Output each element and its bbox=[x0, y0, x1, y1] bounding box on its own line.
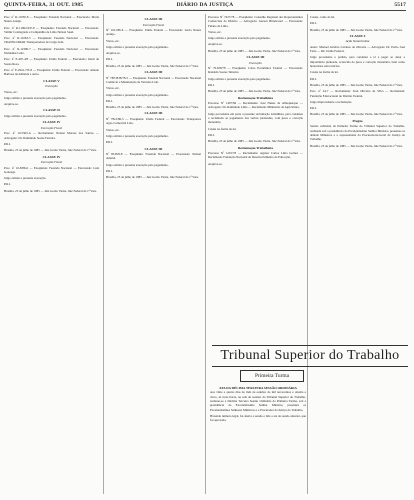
section-heading: CLASSE III bbox=[144, 111, 163, 116]
paragraph: P.R.I. bbox=[106, 98, 113, 103]
ata-paragraph: Aos vinte e quatro dias do mês de outubro de mil novecentos e oitenta e cinco, às treze horas, na sala de sessões do Tribunal Superior do Trabalho, realizou-se a Décima Terceira Sessão Ordinária da Primeira Turma, sob a presidência do Excelentíssimo Senhor Ministro, presentes os Excelentíssimos Senhores Ministros e o Procurador da Justiça do Trabalho. bbox=[210, 390, 306, 412]
paragraph: Nº 70.658/78 — Exeqüente: Caixa Econômica Federal — Executado: Ronaldo Soares Teixeira. bbox=[208, 66, 303, 75]
section-heading: CLASSE II bbox=[43, 108, 60, 113]
paragraph: Proc. nº R-11063-5 — Exeqüente: Fazenda Nacional — Executado: TRANSCOMAR Transportadora de Carga Ltda. bbox=[4, 36, 99, 45]
paragraph: P.R.I. bbox=[310, 106, 317, 111]
paragraph: Nº 7B-2/86-5 — Exeqüente: União Federal — Executado: Transportes Agro-Comercial Ltda. bbox=[106, 117, 201, 126]
paragraph: Nº 1611/86-6 — Exeqüente: União Federal — Executado: Lúcia Neuza Araújo. bbox=[106, 28, 201, 37]
section-subheading: Execução Fiscal bbox=[142, 22, 165, 27]
paragraph: Vistos, etc. bbox=[106, 38, 120, 43]
paragraph: Vistos, etc. bbox=[106, 86, 120, 91]
paragraph: Julgo extinta a presente execução. bbox=[4, 176, 47, 181]
paragraph: P.R.I. bbox=[208, 132, 215, 137]
paragraph: Proc. nº 24-7 — Reclamante: Ivan Oliveira da Silva — Reclamada: Fundação Educacional do Distrito Federal. bbox=[310, 89, 405, 98]
paragraph: P.R.I. bbox=[106, 169, 113, 174]
paragraph: Arquive-se. bbox=[4, 102, 19, 107]
paragraph: Processo Nº 1291/78 — Reclamante: Agenor Carlos Lima Gomes — Reclamada: Fundação Nacional de Desenvolvimento da Educação. bbox=[208, 151, 303, 160]
paragraph: Proc. nº R-12300-7 — Exeqüente: Fazenda Nacional — Executado: Waldemar Leite. bbox=[4, 46, 99, 56]
paragraph: Custas, como de lei. bbox=[310, 15, 336, 19]
paragraph: Brasília, 25 de julho de 1985 — Juiz Gerdo Vieira, Juiz Federal da 1ª Vara. bbox=[310, 112, 403, 117]
paragraph: Brasília, 25 de julho de 1985 — Juiz Gerdo Vieira, Juiz Federal da 1ª Vara. bbox=[310, 143, 403, 148]
paragraph: Proc. nº 10.5563-A — Reclamante: Nelson Moraes dos Santos — Advogado: Dr. Raimundo Souza Ferreira. bbox=[4, 131, 99, 140]
paragraph: Julgo extinta a presente execução pelo pagamento. bbox=[106, 44, 169, 49]
paragraph: Julgo procedente o pedido, para condenar a ré a pagar ao autor a importância pleiteada, acrescida de juros e correção monetária, bem como honorários advocatícios. bbox=[310, 55, 405, 69]
section-heading: CLASSE IV bbox=[42, 154, 61, 159]
paragraph: Processo Nº 1407/84 — Reclamante: José Nunes de Albuquerque — Advogado: Dr. Raimundo Lima — Reclamada: Ministério da Agricultura. bbox=[208, 101, 303, 110]
paragraph: Brasília, 25 de julho de 1985 — Juiz Gerdo Vieira, Juiz Federal da 1ª Vara. bbox=[208, 48, 301, 53]
paragraph: Julgo procedente em parte a presente reclamação trabalhista, para condenar a reclamada ao pagamento das verbas pleiteadas, com juros e correção monetária. bbox=[208, 111, 303, 125]
paragraph: Brasília, 25 de julho de 1985 — Juiz Gerdo Vieira, Juiz Federal da 1ª Vara. bbox=[310, 82, 403, 87]
paragraph: Julgo improcedente a reclamação. bbox=[310, 99, 353, 104]
section-subtitle-box: Primeira Turma bbox=[240, 370, 304, 382]
paragraph: P.R.I. bbox=[208, 82, 215, 87]
section-heading: CLASSE IV bbox=[42, 120, 61, 125]
paragraph: Julgo extinta a presente execução pelo pagamento. bbox=[208, 76, 271, 81]
paragraph: Proc. nº 16-8/86-6 — Exeqüente: Fazenda Nacional — Executado: Luiz Gonzaga. bbox=[4, 165, 99, 174]
paragraph: Proc. nº E-2941-7/E-8 — Exeqüente: União Federal — Executado: Amado Barbosa de Almeida e outro. bbox=[4, 67, 99, 77]
column-divider bbox=[205, 14, 206, 494]
header-publication: DIÁRIO DA JUSTIÇA bbox=[176, 2, 234, 8]
column-divider bbox=[103, 14, 104, 494]
paragraph: Brasília, 25 de julho de 1985 — Juiz Gerdo Vieira, Juiz Federal da 1ª Vara. bbox=[106, 175, 199, 180]
section-subheading: Execução bbox=[45, 84, 58, 89]
paragraph: P.R.I. bbox=[4, 182, 11, 187]
text-column-2 bbox=[106, 15, 201, 182]
paragraph: Brasília, 25 de julho de 1985 — Juiz Gerdo Vieira, Juiz Federal da 1ª Vara. bbox=[106, 105, 199, 110]
paragraph: Julgo extinta a presente execução pelo pagamento. bbox=[4, 114, 67, 119]
paragraph: P.R.I. bbox=[106, 57, 113, 62]
paragraph: Julgo extinta a presente execução pelo pagamento. bbox=[106, 92, 169, 97]
paragraph: Brasília, 25 de julho de 1985 — Juiz Gerdo Vieira, Juiz Federal da 1ª Vara. bbox=[106, 63, 199, 68]
paragraph: Autor: Manoel Alcebio Cardoso de Oliveira — Advogado: Dr. Pedro José Faria — Ré: União Federal. bbox=[310, 44, 405, 54]
section-heading: Reclamação Trabalhista bbox=[237, 95, 273, 100]
paragraph: Brasília, 25 de julho de 1985 — Juiz Gerdo Vieira, Juiz Federal da 1ª Vara. bbox=[208, 139, 301, 144]
paragraph: Julgo extinta a presente execução pelo pagamento. bbox=[208, 36, 271, 41]
paragraph: Nº 83-B/8-8 — Exeqüente: Fazenda Nacional — Executado: Nelson Amaral. bbox=[106, 152, 201, 161]
paragraph: Sessão ordinária da Primeira Turma do Tribunal Superior do Trabalho, realizada sob a presidência do Excelentíssimo Senhor Ministro, presentes os demais Ministros e o representante da Procuradoria-Geral da Justiça do Trabalho. bbox=[310, 124, 405, 142]
paragraph: Proc. nº R-11062-9/E-8 — Exeqüente: Fazenda Nacional — Executado: Valmir Colalegrado e Companhia de Lidio Nelson Saud. bbox=[4, 25, 99, 34]
paragraph: Proc. nº E-497-4/8 — Exeqüente: União Federal — Executado: Ianrir de Souza Rosa. bbox=[4, 57, 99, 66]
paragraph: P.R.I. bbox=[310, 76, 317, 81]
ata-paragraph: Havendo número legal, foi aberta a sessão e lida a ata da sessão anterior, que foi aprovada. bbox=[210, 413, 306, 423]
header-rule bbox=[4, 10, 406, 11]
paragraph: Proc. nº R-11050-8 — Exeqüente: Fazenda Nacional — Executado: Maria Neuza Araújo. bbox=[4, 15, 99, 24]
section-heading: Pregão bbox=[352, 118, 363, 123]
section-heading: Reclamação Trabalhista bbox=[237, 145, 273, 150]
ata-title: ATA DA DÉCIMA TERCEIRA SESSÃO ORDINÁRIA bbox=[219, 386, 297, 390]
paragraph: Vistos, etc. bbox=[106, 127, 120, 132]
paragraph: P.R.I. bbox=[310, 21, 317, 26]
text-column-3 bbox=[208, 15, 303, 340]
paragraph: Julgo extinta a presente execução pelo pagamento. bbox=[106, 162, 169, 167]
section-banner-title: Tribunal Superior do Trabalho bbox=[212, 345, 408, 367]
section-heading: CLASSE III bbox=[246, 55, 265, 60]
paragraph: Arquive-se. bbox=[208, 42, 223, 47]
paragraph: Custas na forma da lei. bbox=[310, 70, 339, 75]
section-heading: CLASSE V bbox=[43, 78, 60, 83]
paragraph: Brasília, 25 de julho de 1985 — Juiz Gerdo Vieira, Juiz Federal da 1ª Vara. bbox=[208, 89, 301, 94]
ata-block bbox=[210, 386, 306, 424]
paragraph: P.R.I. bbox=[106, 140, 113, 145]
section-subheading: Execução Fiscal bbox=[40, 160, 63, 165]
paragraph: Brasília, 25 de julho de 1985 — Juiz Gerdo Vieira, Juiz Federal da 1ª Vara. bbox=[310, 27, 403, 32]
ata-body bbox=[210, 390, 306, 422]
paragraph: Nº 7B7-B38/78-5 — Exeqüente: Fazenda Nacional — Executada: Nacional Comércio e Manutenção de Veículos Ltda. bbox=[106, 75, 201, 84]
paragraph: P.R.I. bbox=[4, 141, 11, 146]
section-heading: CLASSE III bbox=[144, 70, 163, 75]
paragraph: Julgo extinta a presente execução pelo pagamento. bbox=[4, 95, 67, 100]
header-date: QUINTA-FEIRA, 31 OUT. 1985 bbox=[4, 2, 84, 8]
column-divider bbox=[307, 14, 308, 494]
paragraph: Julgo extinta a presente execução pelo pagamento. bbox=[106, 133, 169, 138]
paragraph: Processo Nº 7427/78 — Exeqüente: Conselho Regional dos Representantes Comerciais do Distrito — Advogado: Gerson Bittencourt — Executado: Fulano de Lima. bbox=[208, 15, 303, 28]
paragraph: Arquive-se. bbox=[208, 161, 223, 166]
section-heading: CLASSE III bbox=[144, 17, 163, 21]
text-column-4 bbox=[310, 15, 405, 340]
section-subheading: Execução Fiscal bbox=[40, 125, 63, 130]
section-subheading: Execução bbox=[249, 60, 262, 65]
section-subheading: Ação Sumaríssima bbox=[345, 39, 370, 44]
section-heading: CLASSE 4 bbox=[349, 33, 366, 38]
paragraph: Brasília, 25 de julho de 1985 — Juiz Gerdo Vieira, Juiz Federal da 1ª Vara. bbox=[4, 188, 97, 193]
section-heading: CLASSE III bbox=[144, 146, 163, 151]
paragraph: Vistos, etc. bbox=[208, 29, 222, 34]
header-page-number: 5517 bbox=[394, 2, 406, 8]
paragraph: Vistos, etc. bbox=[4, 89, 18, 94]
paragraph: Brasília, 25 de julho de 1985 — Juiz Gerdo Vieira, Juiz Federal da 1ª Vara. bbox=[4, 148, 97, 153]
paragraph: Custas na forma da lei. bbox=[208, 126, 237, 131]
text-column-1 bbox=[4, 15, 99, 195]
paragraph: Arquive-se. bbox=[106, 51, 121, 56]
